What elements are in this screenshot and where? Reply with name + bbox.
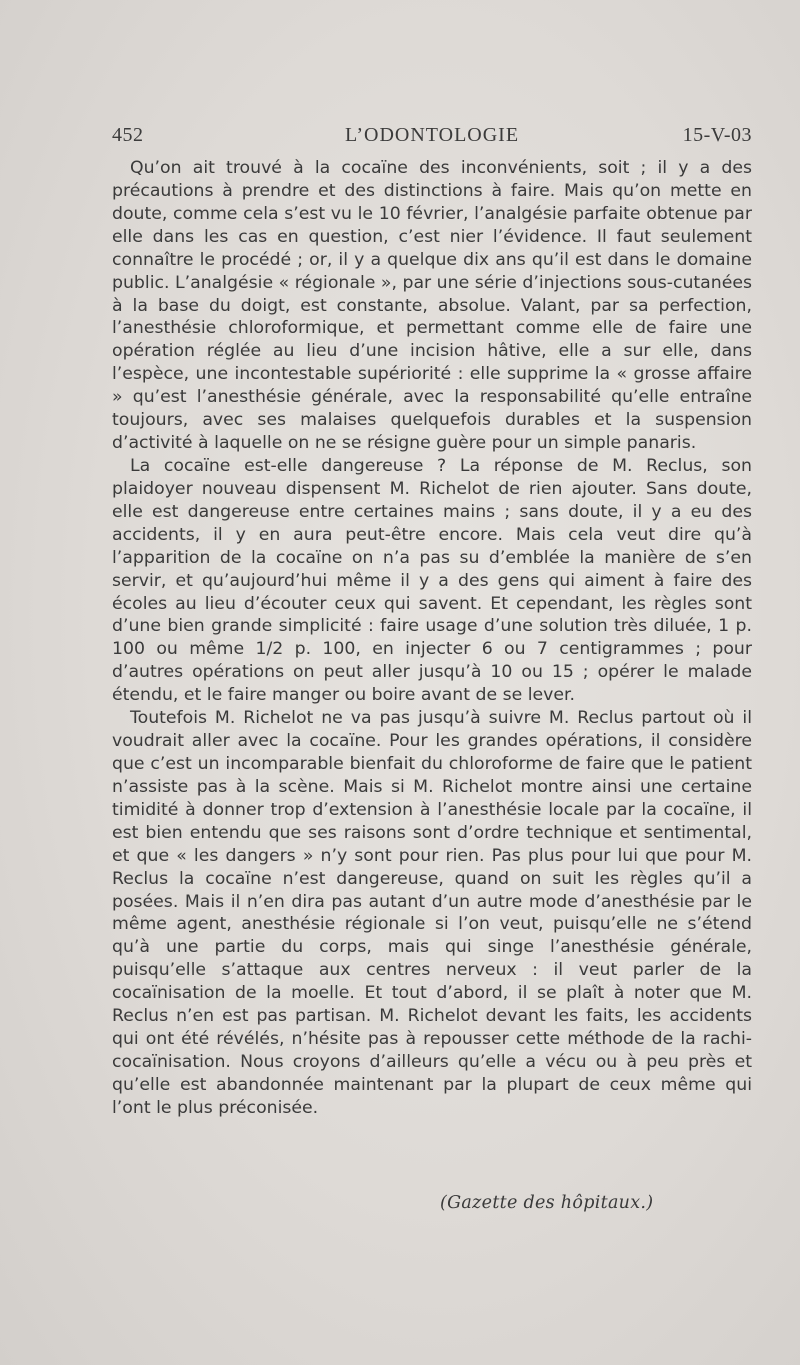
paragraph-3: Toutefois M. Richelot ne va pas jusqu’à suivre M. Reclus partout où il voudrait aller avec la cocaïne. Pour les grandes opérations, il considère que c’est un incomparable bienfait du chloroforme de faire que le patient n’assiste pas à la scène. Mais si M. Richelot montre ainsi une certaine timidité à donner trop d’extension à l’anesthésie locale par la cocaïne, il est bien entendu que ses raisons sont d’ordre technique et sentimental, et que « les dangers » n’y sont pour rien. Pas plus pour lui que pour M. Reclus la cocaïne n’est dangereuse, quand on suit les règles qu’il a posées. Mais il n’en dira pas autant d’un autre mode d’anesthésie par le même agent, anesthésie régionale si l’on veut, puisqu’elle ne s’étend qu’à une partie du corps, mais qui singe l’anesthésie générale, puisqu’elle s’attaque aux centres nerveux : il veut parler de la cocaïnisation de la moelle. Et tout d’abord, il se plaît à noter que M. Reclus n’en est pas partisan. M. Richelot devant les faits, les accidents qui ont été révélés, n’hésite pas à repousser cette méthode de la rachi-cocaïnisation. Nous croyons d’ailleurs qu’elle a vécu ou à peu près et qu’elle est abandonnée maintenant par la plupart de ceux même qui l’ont le plus préconisée. xyxy=(112,708,752,1118)
journal-title: L’ODONTOLOGIE xyxy=(344,124,520,146)
paragraph-2: La cocaïne est-elle dangereuse ? La réponse de M. Reclus, son plaidoyer nouveau dispensent M. Richelot de rien ajouter. Sans doute, elle est dangereuse entre certaines mains ; sans doute, il y a eu des accidents, il y en aura peut-être encore. Mais cela veut dire qu’à l’apparition de la cocaïne on n’a pas su d’emblée la manière de s’en servir, et qu’aujourd’hui même il y a des gens qui aiment à faire des écoles au lieu d’écouter ceux qui savent. Et cependant, les règles sont d’une bien grande simplicité : faire usage d’une solution très diluée, 1 p. 100 ou même 1/2 p. 100, en injecter 6 ou 7 centigrammes ; pour d’autres opérations on peut aller jusqu’à 10 ou 15 ; opérer le malade étendu, et le faire manger ou boire avant de se lever. xyxy=(112,455,752,706)
issue-date: 15-V-03 xyxy=(682,124,752,146)
running-header xyxy=(112,124,752,152)
page-number: 452 xyxy=(112,124,144,146)
source-citation: (Gazette des hôpitaux.) xyxy=(440,1193,654,1213)
paragraph-1: Qu’on ait trouvé à la cocaïne des inconvénients, soit ; il y a des précautions à prendre et des distinctions à faire. Mais qu’on mette en doute, comme cela s’est vu le 10 février, l’analgésie parfaite obtenue par elle dans les cas en question, c’est nier l’évidence. Il faut seulement connaître le procédé ; or, il y a quelque dix ans qu’il est dans le domaine public. L’analgésie « régionale », par une série d’injections sous-cutanées à la base du doigt, est constante, absolue. Valant, par sa perfection, l’anesthésie chloroformique, et permettant comme elle de faire une opération réglée au lieu d’une incision hâtive, elle a sur elle, dans l’espèce, une incontestable supériorité : elle supprime la « grosse affaire » qu’est l’anesthésie générale, avec la responsabilité qu’elle entraîne toujours, avec ses malaises quelquefois durables et la suspension d’activité à laquelle on ne se résigne guère pour un simple panaris. xyxy=(112,158,752,454)
article-body xyxy=(112,157,752,1120)
